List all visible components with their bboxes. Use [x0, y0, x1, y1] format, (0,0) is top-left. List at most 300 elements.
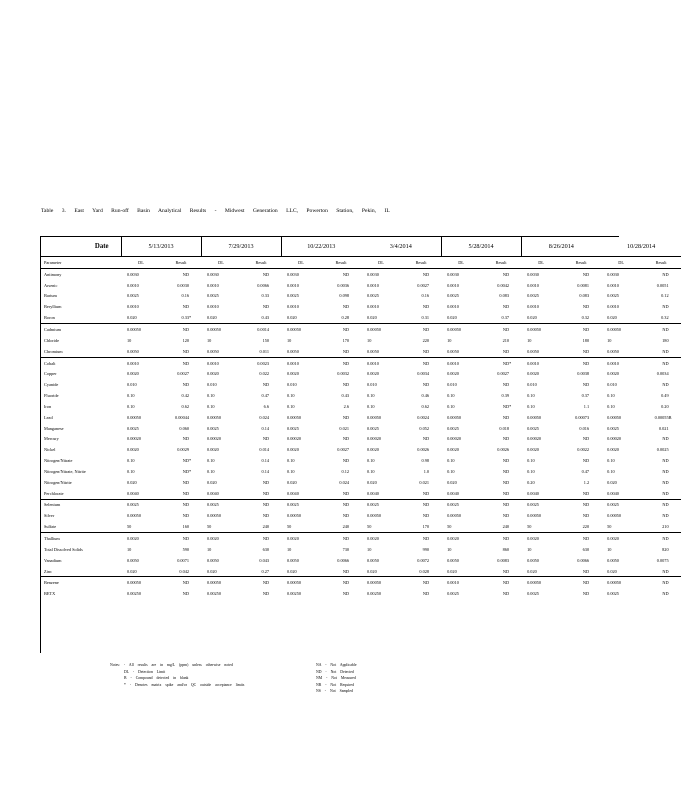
result-cell	[641, 588, 681, 599]
detection-limit-cell: 0.0040	[367, 490, 379, 496]
result-value: 0.0027	[497, 371, 510, 377]
table-row	[41, 544, 681, 555]
result-value: ND	[582, 536, 590, 542]
result-value: ND	[342, 580, 350, 586]
parameter-name: Zinc	[44, 568, 52, 574]
result-value: 0.98	[421, 458, 430, 464]
result-cell	[321, 588, 361, 599]
result-cell	[241, 488, 281, 499]
result-cell	[241, 434, 281, 445]
detection-limit-cell: 0.0020	[287, 371, 299, 377]
detection-limit-cell: 50	[207, 524, 212, 530]
table-row	[41, 423, 681, 434]
result-value: 0.024	[339, 479, 350, 485]
detection-limit-cell: 0.0025	[447, 591, 459, 597]
notes-right	[316, 662, 357, 695]
detection-limit-cell: 0.010	[527, 382, 537, 388]
result-value: 0.0025	[656, 447, 669, 453]
table-row	[41, 533, 681, 544]
detection-limit-cell: 0.020	[367, 315, 377, 321]
result-value: ND	[582, 360, 590, 366]
detection-limit-cell: 0.00050	[201, 577, 241, 588]
result-value: 0.011	[259, 348, 270, 354]
detection-limit-cell: 0.10	[367, 458, 375, 464]
detection-limit-cell: 10	[607, 546, 612, 552]
detection-limit-cell: 0.10	[207, 458, 215, 464]
detection-limit-cell: 0.00050	[607, 513, 622, 519]
detection-limit-cell: 0.0050	[607, 557, 619, 563]
result-cell	[161, 324, 201, 335]
result-value: 0.0042	[497, 282, 510, 288]
result-value: 0.014	[259, 447, 270, 453]
result-cell	[321, 312, 361, 323]
result-value: ND	[662, 502, 669, 508]
result-cell	[561, 555, 601, 566]
detection-limit-cell: 0.20	[527, 479, 535, 485]
detection-limit-cell: 10	[447, 337, 452, 343]
detection-limit-cell: 50	[607, 524, 612, 530]
result-value: 0.0051	[656, 282, 669, 288]
result-value: ND	[182, 468, 190, 474]
detection-limit-cell: 0.00050	[447, 414, 462, 420]
result-value: 210	[502, 337, 510, 343]
result-cell	[401, 577, 441, 588]
result-cell	[321, 379, 361, 390]
result-cell	[321, 533, 361, 544]
table-row	[41, 488, 681, 499]
result-cell	[401, 280, 441, 291]
detection-limit-cell: 0.0050	[527, 557, 539, 563]
result-value: 0.12	[341, 468, 350, 474]
result-value: 0.021	[339, 425, 350, 431]
detection-limit-cell: 0.00250	[207, 591, 221, 597]
detection-limit-cell: 0.10	[287, 458, 295, 464]
result-cell	[561, 390, 601, 401]
result-value: 0.20	[661, 403, 669, 409]
detection-limit-cell: 0.0050	[127, 348, 139, 354]
result-cell	[401, 544, 441, 555]
result-value: 210	[662, 524, 669, 530]
detection-limit-cell: 0.0010	[447, 304, 459, 310]
detection-limit-cell: 0.00050	[281, 324, 321, 335]
result-value: 0.0032	[337, 371, 350, 377]
result-cell	[561, 423, 601, 434]
result-value: ND	[342, 458, 350, 464]
result-cell	[161, 577, 201, 588]
parameter-name: Silver	[44, 513, 55, 519]
detection-limit-cell: 0.010	[207, 382, 217, 388]
parameter-name: Cyanide	[44, 382, 59, 388]
result-cell	[241, 521, 281, 532]
result-value: 0.31	[421, 315, 430, 321]
column-header-row	[41, 257, 681, 269]
detection-limit-cell: 0.00050	[607, 414, 622, 420]
parameter-name: Chromium	[44, 348, 63, 354]
detection-limit-cell: 0.0020	[447, 447, 459, 453]
detection-limit-cell: 0.10	[287, 403, 295, 409]
note-line: * - Denotes matrix spike and/or QC outside acceptance limits	[124, 682, 245, 687]
result-cell	[561, 291, 601, 302]
result-cell	[641, 268, 681, 279]
detection-limit-cell: 0.10	[367, 393, 375, 399]
result-value: ND	[342, 502, 350, 508]
date-row	[41, 237, 681, 257]
detection-limit-cell: 10	[207, 546, 212, 552]
parameter-name: Nitrogen/Nitrate, Nitrite	[44, 468, 86, 474]
result-value: 0.37	[581, 393, 590, 399]
table-row	[41, 368, 681, 379]
parameter-name: Lead	[44, 414, 53, 420]
result-cell	[401, 291, 441, 302]
result-value: 1.2	[583, 479, 590, 485]
result-cell	[561, 521, 601, 532]
result-value: 0.00073	[575, 414, 590, 420]
result-value: 0.0023	[257, 360, 270, 366]
result-value: ND	[182, 591, 190, 597]
result-cell	[401, 301, 441, 312]
result-cell	[321, 521, 361, 532]
detection-limit-cell: 0.020	[447, 479, 457, 485]
result-value: 0.0066	[577, 557, 590, 563]
result-value: 0.28	[341, 315, 350, 321]
result-cell	[561, 357, 601, 368]
detection-limit-cell: 0.020	[367, 479, 377, 485]
result-value: ND	[662, 458, 669, 464]
detection-limit-cell: 0.10	[127, 458, 135, 464]
detection-limit-cell: 0.0025	[607, 591, 619, 597]
detection-limit-cell: 0.020	[287, 568, 297, 574]
detection-limit-cell: 0.020	[287, 479, 297, 485]
result-cell	[481, 346, 521, 357]
result-value: 180	[582, 337, 590, 343]
detection-limit-cell: 10	[127, 546, 132, 552]
detection-limit-cell: 0.020	[287, 315, 297, 321]
result-value: ND	[182, 348, 190, 354]
result-value: ND	[502, 403, 510, 409]
detection-limit-cell: 0.0020	[201, 533, 241, 544]
result-value: ND	[422, 360, 430, 366]
result-cell	[561, 268, 601, 279]
detection-limit-cell: 0.00050	[121, 324, 161, 335]
result-value: 0.32	[581, 315, 590, 321]
detection-limit-cell: 0.0025	[281, 499, 321, 510]
detection-limit-cell: 0.00050	[201, 324, 241, 335]
result-value: ND	[422, 348, 430, 354]
parameter-name: Iron	[44, 403, 52, 409]
result-value: ND	[182, 458, 190, 464]
detection-limit-cell: 0.10	[607, 393, 615, 399]
date-header: 3/4/2014	[361, 237, 441, 257]
detection-limit-cell: 0.0030	[367, 271, 379, 277]
result-cell	[561, 434, 601, 445]
detection-limit-cell: 0.00050	[287, 513, 301, 519]
detection-limit-cell: 0.00050	[127, 513, 141, 519]
detection-limit-cell: 0.0025	[361, 499, 401, 510]
detection-limit-cell: 0.0020	[527, 447, 539, 453]
result-value: 0.0036	[337, 282, 350, 288]
result-cell	[241, 291, 281, 302]
detection-limit-cell: 0.010	[367, 382, 377, 388]
result-value: ND	[502, 468, 510, 474]
result-value: 730	[342, 546, 350, 552]
result-header: Result	[161, 257, 201, 269]
parameter-name: Beryllium	[44, 304, 62, 310]
parameter-name: Nickel	[44, 447, 56, 453]
detection-limit-cell: 0.00050	[367, 513, 382, 519]
detection-limit-cell: 0.00050	[527, 513, 542, 519]
result-value: ND	[502, 591, 510, 597]
result-cell	[321, 357, 361, 368]
table-row	[41, 566, 681, 577]
detection-limit-cell: 0.0020	[281, 533, 321, 544]
result-cell	[561, 544, 601, 555]
detection-limit-cell: 0.00050	[287, 414, 301, 420]
table-row	[41, 444, 681, 455]
parameter-name: Selenium	[41, 499, 121, 510]
result-value: 0.43	[261, 315, 270, 321]
result-value: 0.0075	[656, 557, 669, 563]
result-value: 0.060	[179, 425, 190, 431]
table-row	[41, 434, 681, 445]
result-cell	[161, 280, 201, 291]
detection-limit-cell: 0.10	[447, 458, 455, 464]
detection-limit-cell: 0.0025	[287, 293, 299, 299]
result-value: 0.14	[261, 425, 270, 431]
parameter-name: Benzene	[41, 577, 121, 588]
detection-limit-cell: 0.0050	[287, 348, 299, 354]
result-value: 0.33	[261, 293, 270, 299]
detection-limit-cell: 0.00020	[367, 436, 382, 442]
detection-limit-cell: 0.10	[207, 403, 215, 409]
detection-limit-cell: 0.00050	[207, 414, 221, 420]
result-cell	[401, 444, 441, 455]
detection-limit-cell: 0.0020	[127, 371, 139, 377]
result-value: 0.16	[181, 293, 190, 299]
result-cell	[401, 488, 441, 499]
result-cell	[561, 566, 601, 577]
result-cell	[481, 499, 521, 510]
detection-limit-cell: 0.0010	[607, 282, 619, 288]
parameter-name: Boron	[44, 315, 55, 321]
result-cell	[321, 335, 361, 346]
result-header: Result	[401, 257, 441, 269]
result-cell	[481, 312, 521, 323]
result-cell	[401, 312, 441, 323]
detection-limit-cell: 0.0025	[367, 293, 379, 299]
result-value: 0.0066	[337, 557, 350, 563]
result-cell	[481, 357, 521, 368]
result-value: 0.0034	[417, 371, 430, 377]
result-value: ND	[582, 382, 590, 388]
table-row	[41, 312, 681, 323]
result-value: 0.00055	[654, 414, 669, 420]
result-cell	[321, 444, 361, 455]
detection-limit-cell: 0.0025	[127, 425, 139, 431]
detection-limit-cell: 0.10	[127, 468, 135, 474]
detection-limit-cell: 0.0030	[287, 271, 299, 277]
result-cell	[161, 488, 201, 499]
result-cell	[401, 510, 441, 521]
detection-limit-cell: 0.00050	[521, 577, 561, 588]
result-cell	[481, 268, 521, 279]
result-value: ND	[502, 490, 510, 496]
detection-limit-cell: 0.0030	[527, 271, 539, 277]
detection-limit-cell: 0.00050	[601, 324, 641, 335]
dl-header: DL	[201, 257, 241, 269]
detection-limit-cell: 0.0025	[441, 499, 481, 510]
result-value: ND	[422, 326, 430, 332]
result-value: ND	[502, 458, 510, 464]
result-cell	[241, 566, 281, 577]
dl-header: DL	[121, 257, 161, 269]
result-cell	[641, 368, 681, 379]
note-line: NA - Not Applicable	[316, 663, 357, 667]
result-cell	[161, 357, 201, 368]
result-cell	[161, 412, 201, 423]
result-cell	[561, 324, 601, 335]
result-cell	[161, 368, 201, 379]
result-value: 220	[422, 337, 430, 343]
result-cell	[321, 510, 361, 521]
result-cell	[481, 412, 521, 423]
result-cell	[481, 577, 521, 588]
detection-limit-cell: 0.0030	[447, 271, 459, 277]
table-row	[41, 280, 681, 291]
note-line: B - Compound detected in blank	[124, 676, 189, 680]
result-value: 0.0066	[257, 282, 270, 288]
detection-limit-cell: 0.0025	[207, 425, 219, 431]
result-value: ND	[582, 304, 590, 310]
detection-limit-cell: 0.0025	[447, 425, 459, 431]
detection-limit-cell: 10	[607, 337, 612, 343]
result-cell	[561, 510, 601, 521]
result-value: 0.12	[661, 293, 669, 299]
result-value: ND	[422, 591, 430, 597]
result-value: 240	[502, 524, 510, 530]
parameter-name: Thallium	[41, 533, 121, 544]
detection-limit-cell: 0.0040	[287, 490, 299, 496]
result-value: ND	[662, 326, 669, 332]
result-cell	[641, 346, 681, 357]
result-value: 0.0024	[417, 414, 430, 420]
detection-limit-cell: 0.0050	[447, 557, 459, 563]
detection-limit-cell: 0.10	[527, 468, 535, 474]
result-value: 630	[262, 546, 270, 552]
result-cell	[641, 434, 681, 445]
result-cell	[161, 588, 201, 599]
detection-limit-cell: 10	[367, 546, 372, 552]
result-cell	[161, 423, 201, 434]
detection-limit-cell: 0.020	[127, 568, 137, 574]
result-header: Result	[241, 257, 281, 269]
table-row	[41, 412, 681, 423]
result-cell	[241, 555, 281, 566]
qualifier-flag: *	[189, 468, 192, 474]
date-header: 5/28/2014	[441, 237, 521, 257]
result-value: ND	[342, 326, 350, 332]
table-row	[41, 390, 681, 401]
result-cell	[241, 301, 281, 312]
result-cell	[161, 544, 201, 555]
result-cell	[321, 499, 361, 510]
result-cell	[241, 577, 281, 588]
result-value: 0.0083	[497, 557, 510, 563]
detection-limit-cell: 0.0040	[127, 490, 139, 496]
result-value: ND	[422, 513, 430, 519]
result-cell	[241, 335, 281, 346]
result-cell	[161, 455, 201, 466]
results-table-frame	[40, 236, 672, 653]
result-cell	[401, 423, 441, 434]
result-value: ND	[502, 568, 510, 574]
result-value: 0.27	[261, 568, 270, 574]
result-cell	[321, 280, 361, 291]
result-cell	[161, 312, 201, 323]
result-cell	[241, 280, 281, 291]
detection-limit-cell: 0.0020	[521, 533, 561, 544]
note-line: NR - Not Required	[316, 682, 354, 687]
parameter-name: Sulfate	[44, 524, 57, 530]
result-cell	[561, 346, 601, 357]
detection-limit-cell: 0.010	[127, 382, 137, 388]
result-value: ND	[662, 304, 669, 310]
result-cell	[321, 477, 361, 488]
result-cell	[401, 401, 441, 412]
result-value: ND	[342, 382, 350, 388]
date-header: 10/28/2014	[601, 237, 681, 257]
parameter-name: Perchlorate	[44, 490, 64, 496]
result-value: 0.16	[421, 293, 430, 299]
dl-header: DL	[441, 257, 481, 269]
detection-limit-cell: 0.0020	[121, 533, 161, 544]
parameter-name: Vanadium	[44, 557, 62, 563]
detection-limit-cell: 0.0040	[207, 490, 219, 496]
parameter-name: Arsenic	[44, 282, 58, 288]
detection-limit-cell: 0.020	[527, 568, 537, 574]
detection-limit-cell: 0.0010	[207, 282, 219, 288]
detection-limit-cell: 50	[527, 524, 532, 530]
result-cell	[401, 499, 441, 510]
table-row	[41, 335, 681, 346]
detection-limit-cell: 0.0030	[127, 271, 139, 277]
parameter-name: Chloride	[44, 337, 60, 343]
result-value: ND	[582, 490, 590, 496]
detection-limit-cell: 0.0010	[441, 357, 481, 368]
result-value: 2.6	[343, 403, 350, 409]
result-cell	[481, 455, 521, 466]
detection-limit-cell: 0.10	[447, 403, 455, 409]
result-value: ND	[662, 271, 669, 277]
result-cell	[481, 291, 521, 302]
result-value: 0.043	[259, 557, 270, 563]
detection-limit-cell: 0.00020	[527, 436, 542, 442]
result-value: ND	[662, 479, 669, 485]
detection-limit-cell: 0.0010	[447, 282, 459, 288]
date-header: 10/22/2013	[281, 237, 361, 257]
result-cell	[161, 466, 201, 477]
table-row	[41, 291, 681, 302]
detection-limit-cell: 0.020	[207, 479, 217, 485]
detection-limit-cell: 0.0025	[127, 293, 139, 299]
qualifier-flag: *	[509, 360, 512, 366]
result-cell	[401, 412, 441, 423]
result-value: ND	[502, 479, 510, 485]
analytical-results-table	[41, 237, 681, 599]
result-value: ND	[182, 304, 190, 310]
result-value: ND	[342, 360, 350, 366]
detection-limit-cell: 0.0010	[287, 282, 299, 288]
parameter-name: Nitrogen/Nitrate	[44, 458, 73, 464]
